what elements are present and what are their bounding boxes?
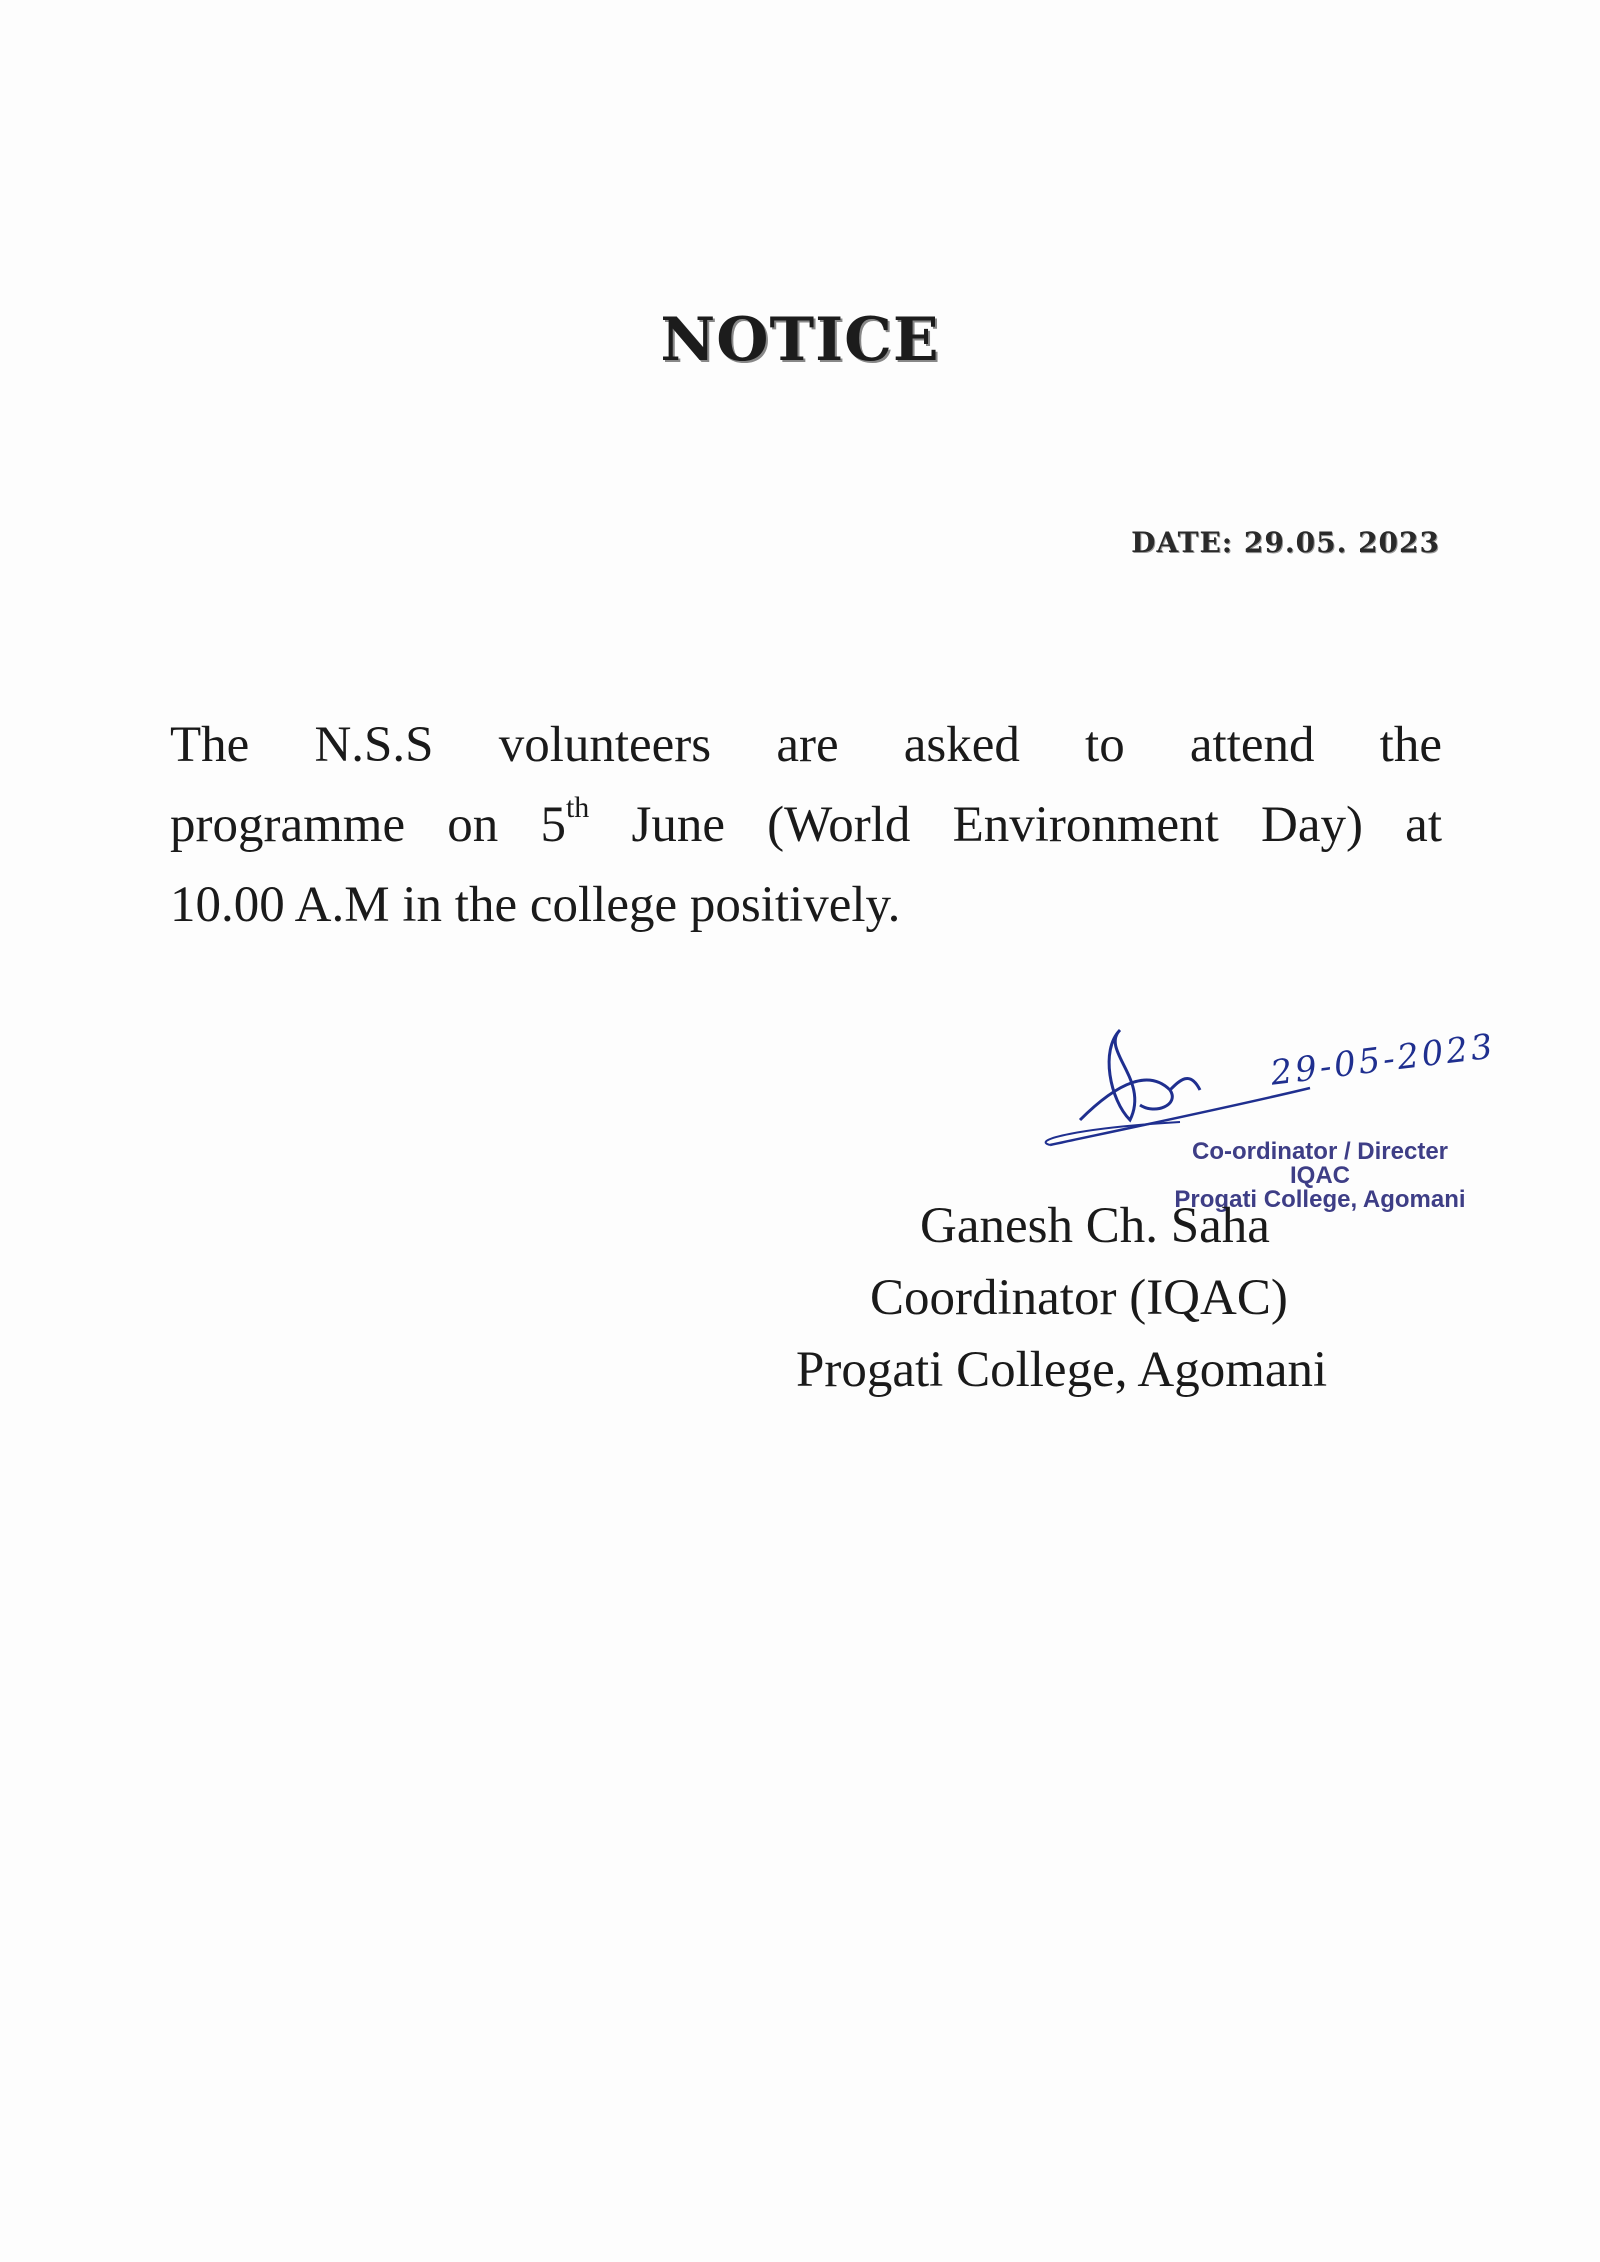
stamp-line-2: IQAC: [1290, 1162, 1350, 1189]
body-line-2-sup: th: [565, 791, 590, 824]
signatory-name: Ganesh Ch. Saha: [920, 1198, 1270, 1254]
body-line-2-post: June (World Environment Day) at: [589, 797, 1442, 853]
notice-body: [170, 705, 1442, 945]
signatory-designation: Coordinator (IQAC): [870, 1270, 1288, 1326]
notice-date: DATE: 29.05. 2023: [1131, 526, 1440, 559]
signatory-institution: Progati College, Agomani: [796, 1342, 1328, 1398]
body-line-2: [170, 785, 1442, 865]
body-line-3: 10.00 A.M in the college positively.: [170, 877, 901, 933]
body-line-2-pre: programme on 5: [170, 797, 566, 853]
notice-title: NOTICE: [660, 305, 940, 375]
handwritten-date: 29-05-2023: [1268, 1026, 1498, 1094]
stamp-line-1: Co-ordinator / Directer: [1191, 1138, 1449, 1165]
body-line-1: The N.S.S volunteers are asked to attend the: [170, 717, 1442, 773]
stamp-line-3: Progati College, Agomani: [1174, 1186, 1466, 1213]
